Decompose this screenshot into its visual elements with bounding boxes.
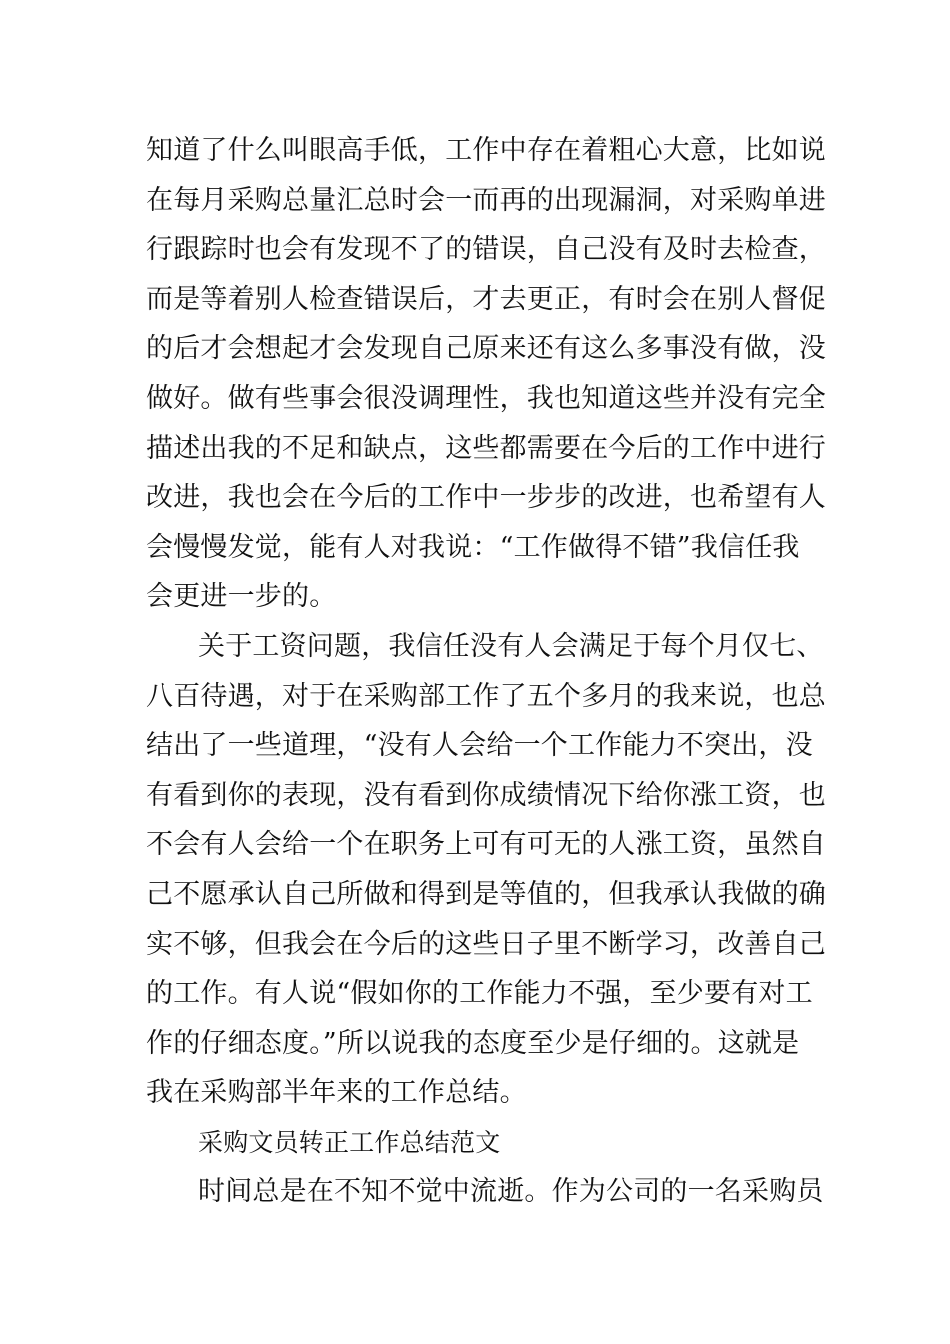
text-line: 己不愿承认自己所做和得到是等值的，但我承认我做的确 [146, 878, 826, 910]
text-line: 而是等着别人检查错误后，才去更正，有时会在别人督促 [146, 283, 826, 315]
text-line: 关于工资问题，我信任没有人会满足于每个月仅七、 [198, 630, 824, 662]
paragraph-self-assessment [146, 126, 826, 622]
text-line: 知道了什么叫眼高手低，工作中存在着粗心大意，比如说 [146, 135, 826, 166]
text-line: 会更进一步的。 [146, 581, 337, 613]
text-line: 的工作。有人说“假如你的工作能力不强，至少要有对工 [146, 978, 813, 1010]
text-line: 结出了一些道理，“没有人会给一个工作能力不突出，没 [146, 730, 813, 762]
text-line: 会慢慢发觉，能有人对我说：“工作做得不错”我信任我 [146, 531, 800, 563]
text-line: 作的仔细态度。”所以说我的态度至少是仔细的。这就是 [146, 1027, 800, 1059]
text-line: 有看到你的表现，没有看到你成绩情况下给你涨工资，也 [146, 779, 826, 811]
section-heading [146, 1118, 816, 1168]
text-line: 改进，我也会在今后的工作中一步步的改进，也希望有人 [146, 482, 826, 514]
text-line: 不会有人会给一个在职务上可有可无的人涨工资，虽然自 [146, 829, 826, 861]
text-line: 行跟踪时也会有发现不了的错误，自己没有及时去检查， [146, 234, 826, 266]
text-line: 我在采购部半年来的工作总结。 [146, 1077, 527, 1109]
text-line: 描述出我的不足和缺点，这些都需要在今后的工作中进行 [146, 432, 826, 464]
heading-text: 采购文员转正工作总结范文 [198, 1127, 501, 1157]
paragraph-intro [146, 1167, 824, 1217]
text-line: 时间总是在不知不觉中流逝。作为公司的一名采购员 [198, 1176, 824, 1208]
paragraph-salary [146, 622, 826, 1118]
text-line: 实不够，但我会在今后的这些日子里不断学习，改善自己 [146, 928, 826, 960]
text-line: 做好。做有些事会很没调理性，我也知道这些并没有完全 [146, 382, 826, 414]
document-body [146, 126, 826, 1217]
text-line: 八百待遇，对于在采购部工作了五个多月的我来说，也总 [146, 680, 826, 712]
text-line: 在每月采购总量汇总时会一而再的出现漏洞，对采购单进 [146, 184, 826, 216]
text-line: 的后才会想起才会发现自己原来还有这么多事没有做，没 [146, 333, 826, 365]
